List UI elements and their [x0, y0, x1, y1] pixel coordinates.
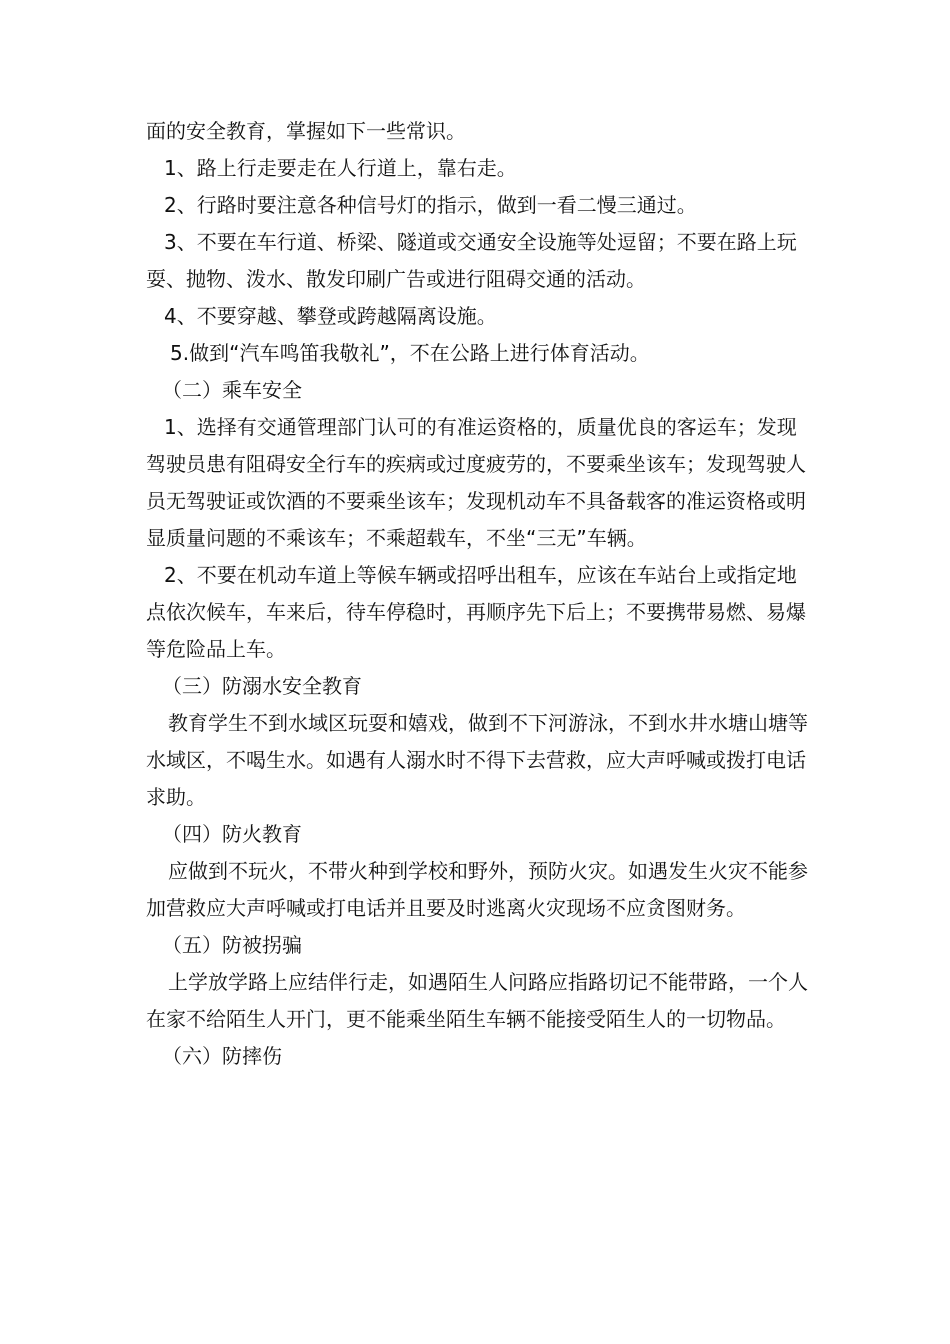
paragraph-rule-4: 4、不要穿越、攀登或跨越隔离设施。 — [164, 304, 497, 328]
paragraph-abduction: 上学放学路上应结伴行走，如遇陌生人问路应指路切记不能带路，一个人在家不给陌生人开门，更不能乘坐陌生车辆不能接受陌生人的一切物品。 — [146, 970, 808, 1031]
paragraph-rule-5: 5.做到“汽车鸣笛我敬礼”，不在公路上进行体育活动。 — [170, 341, 650, 365]
section-heading-falls: （六）防摔伤 — [162, 1044, 282, 1068]
section-heading-abduction: （五）防被拐骗 — [162, 933, 302, 957]
paragraph-drowning: 教育学生不到水域区玩耍和嬉戏，做到不下河游泳，不到水井水塘山塘等水域区，不喝生水。如遇有人溺水时不得下去营救，应大声呼喊或拨打电话求助。 — [146, 711, 808, 809]
paragraph-fire: 应做到不玩火，不带火种到学校和野外，预防火灾。如遇发生火灾不能参加营救应大声呼喊或打电话并且要及时逃离火灾现场不应贪图财务。 — [146, 859, 808, 920]
paragraph-ride-2: 2、不要在机动车道上等候车辆或招呼出租车，应该在车站台上或指定地点依次候车，车来后，待车停稳时，再顺序先下后上；不要携带易燃、易爆等危险品上车。 — [146, 563, 806, 661]
section-heading-fire: （四）防火教育 — [162, 822, 302, 846]
paragraph-rule-1: 1、路上行走要走在人行道上，靠右走。 — [164, 156, 517, 180]
paragraph-intro: 面的安全教育，掌握如下一些常识。 — [146, 119, 466, 143]
paragraph-rule-3: 3、不要在车行道、桥梁、隧道或交通安全设施等处逗留；不要在路上玩耍、抛物、泼水、散发印刷广告或进行阻碍交通的活动。 — [146, 230, 797, 291]
paragraph-ride-1: 1、选择有交通管理部门认可的有准运资格的，质量优良的客运车；发现驾驶员患有阻碍安全行车的疾病或过度疲劳的，不要乘坐该车；发现驾驶人员无驾驶证或饮酒的不要乘坐该车；发现机动车不具备载客的准运资格或明显质量问题的不乘该车；不乘超载车，不坐“三无”车辆。 — [146, 415, 806, 550]
section-heading-drowning: （三）防溺水安全教育 — [162, 674, 362, 698]
document-body — [146, 113, 810, 1075]
section-heading-ride-safety: （二）乘车安全 — [162, 378, 302, 402]
paragraph-rule-2: 2、行路时要注意各种信号灯的指示，做到一看二慢三通过。 — [164, 193, 697, 217]
